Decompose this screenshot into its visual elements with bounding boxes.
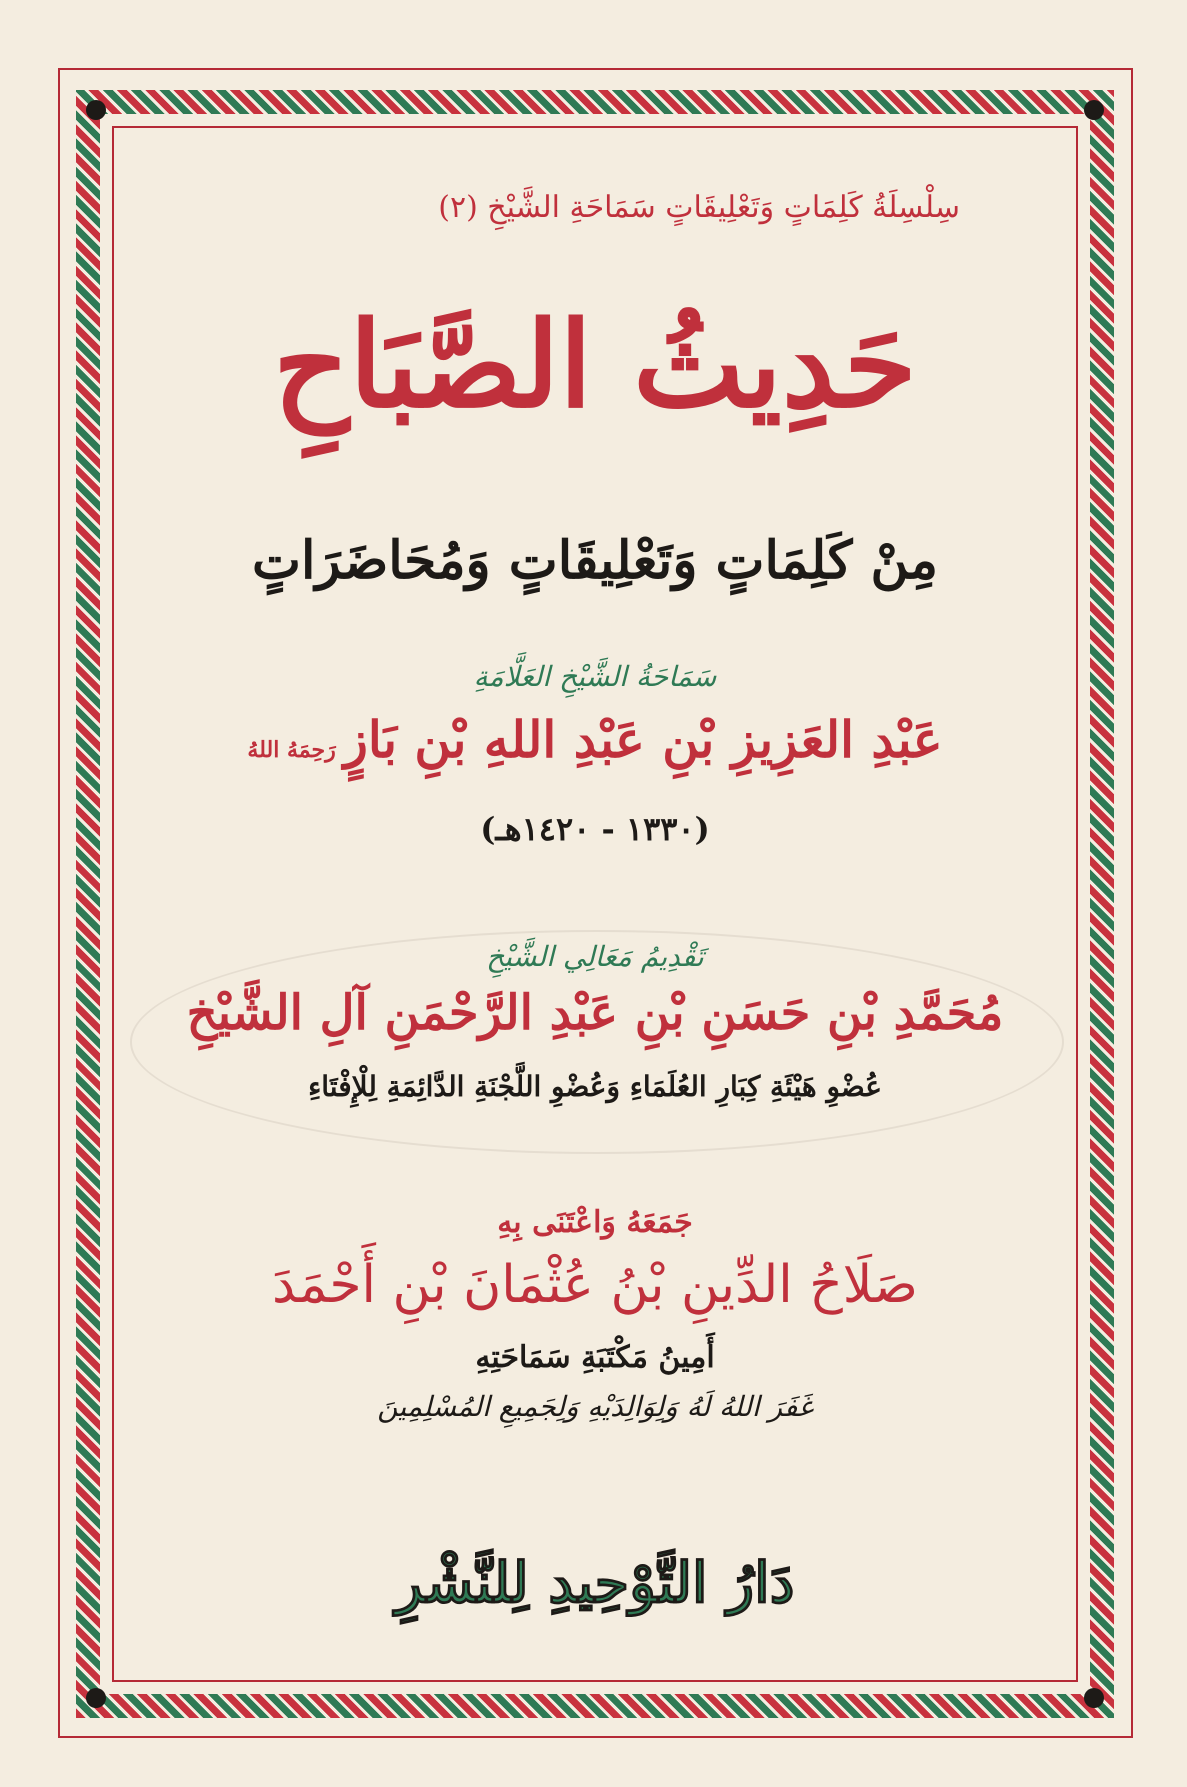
compiler-label: جَمَعَهُ وَاعْتَنَى بِهِ <box>497 1205 693 1240</box>
book-title: حَدِيثُ الصَّبَاحِ <box>273 295 917 434</box>
compiler-name: صَلَاحُ الدِّينِ بْنُ عُثْمَانَ بْنِ أَحْمَدَ <box>272 1255 918 1315</box>
author-name: عَبْدِ العَزِيزِ بْنِ عَبْدِ اللهِ بْنِ بَازٍ <box>343 710 943 769</box>
corner-dot-top-left <box>86 100 106 120</box>
corner-dot-bottom-right <box>1084 1688 1104 1708</box>
author-name-line <box>130 710 1060 769</box>
introduction-label: تَقْدِيمُ مَعَالِي الشَّيْخِ <box>486 940 704 973</box>
author-years: (١٣٣٠ - ١٤٢٠هـ) <box>480 810 710 848</box>
compiler-role: أَمِينُ مَكْتَبَةِ سَمَاحَتِهِ <box>475 1340 715 1375</box>
compiler-dua: غَفَرَ اللهُ لَهُ وَلِوَالِدَيْهِ وَلِجَمِيعِ المُسْلِمِينَ <box>377 1390 813 1423</box>
title-page <box>130 150 1060 1670</box>
introduction-role: عُضْوِ هَيْئَةِ كِبَارِ العُلَمَاءِ وَعُضْوِ اللَّجْنَةِ الدَّائِمَةِ لِلْإِفْتَاءِ <box>308 1070 882 1103</box>
author-label: سَمَاحَةُ الشَّيْخِ العَلَّامَةِ <box>473 660 717 693</box>
book-subtitle: مِنْ كَلِمَاتٍ وَتَعْلِيقَاتٍ وَمُحَاضَرَاتٍ <box>252 530 938 591</box>
publisher-name: دَارُ التَّوْحِيدِ لِلنَّشْرِ <box>395 1550 795 1616</box>
series-title: سِلْسِلَةُ كَلِمَاتٍ وَتَعْلِيقَاتٍ سَمَاحَةِ الشَّيْخِ (٢) <box>438 190 960 225</box>
author-mercy: رَحِمَهُ اللهُ <box>247 737 336 763</box>
introduction-name: مُحَمَّدِ بْنِ حَسَنِ بْنِ عَبْدِ الرَّحْمَنِ آلِ الشَّيْخِ <box>186 985 1004 1041</box>
corner-dot-bottom-left <box>86 1688 106 1708</box>
corner-dot-top-right <box>1084 100 1104 120</box>
